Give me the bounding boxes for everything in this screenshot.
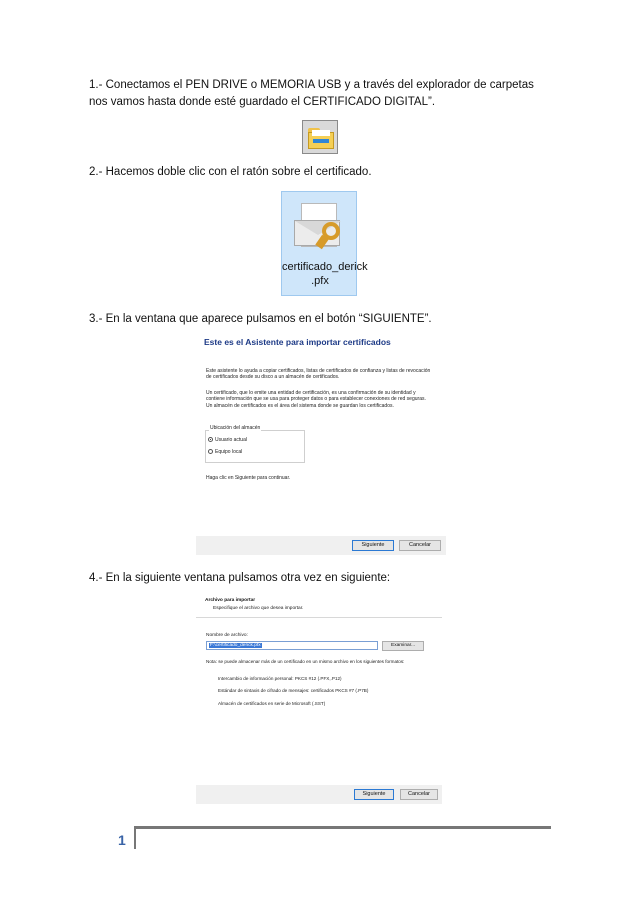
wizard-button-bar (196, 536, 446, 555)
wizard-certificate-text: Un certificado, que lo emite una entidad de certificación, es una confirmación de su identidad y contiene información que se usa para proteger datos o para establecer conexiones de red seguras. Un almacén de certificados es el área del sistema donde se guardan los certificados. (206, 390, 426, 409)
footer-vertical-rule (134, 826, 136, 849)
step-2-text: 2.- Hacemos doble clic con el ratón sobre el certificado. (89, 166, 372, 178)
filename-label: Nombre de archivo: (206, 633, 248, 638)
filename-value: F:\certificado_derick.pfx (210, 643, 261, 648)
page-number: 1 (118, 832, 126, 848)
format-pfx: Intercambio de información personal: PKCS #12 (.PFX,.P12) (218, 676, 342, 681)
file-step-heading: Archivo para importar (205, 598, 256, 603)
divider (196, 617, 442, 618)
import-wizard-file (196, 592, 442, 804)
store-location-group (205, 430, 305, 463)
next-button[interactable]: Siguiente (352, 540, 394, 551)
continue-instruction: Haga clic en Siguiente para continuar. (206, 475, 291, 481)
footer-rule (136, 826, 551, 829)
wizard-title: Este es el Asistente para importar certificados (204, 337, 391, 347)
cancel-button[interactable]: Cancelar (399, 540, 441, 551)
wizard-intro-text: Este asistente lo ayuda a copiar certificados, listas de certificados de confianza y listas de revocación de certificados desde su disco a un almacén de certificados. (206, 368, 431, 381)
wizard-button-bar (196, 785, 442, 804)
radio-local-machine-label: Equipo local (215, 449, 243, 455)
import-wizard-welcome (196, 333, 446, 555)
filename-input[interactable] (206, 641, 378, 650)
formats-note: Nota: se puede almacenar más de un certificado en un mismo archivo en los siguientes formatos: (206, 659, 405, 664)
next-button[interactable]: Siguiente (354, 789, 394, 800)
store-location-label: Ubicación del almacén (210, 425, 261, 431)
certificate-file-label (282, 260, 368, 288)
radio-current-user-label: Usuario actual (215, 437, 247, 443)
radio-current-user[interactable] (208, 437, 247, 443)
step-4-text: 4.- En la siguiente ventana pulsamos otra vez en siguiente: (89, 572, 391, 584)
format-p7b: Estándar de sintaxis de cifrado de mensajes: certificados PKCS #7 (.P7B) (218, 688, 369, 693)
step-3-text: 3.- En la ventana que aparece pulsamos en el botón “SIGUIENTE”. (89, 313, 432, 325)
file-name-line: certificado_derick (282, 261, 368, 273)
file-step-subheading: Especifique el archivo que desea importar. (213, 606, 304, 611)
folder-icon (302, 120, 338, 154)
cancel-button[interactable]: Cancelar (400, 789, 438, 800)
certificate-file-icon (281, 191, 368, 296)
format-sst: Almacén de certificados en serie de Microsoft (.SST) (218, 701, 326, 706)
file-extension-line: .pfx (311, 275, 329, 287)
radio-local-machine[interactable] (208, 449, 242, 455)
browse-button[interactable]: Examinar... (382, 641, 424, 651)
step-1-text: 1.- Conectamos el PEN DRIVE o MEMORIA USB y a través del explorador de carpetas nos vamos hasta donde esté guardado el CERTIFICADO DIGITAL”. (89, 79, 534, 108)
